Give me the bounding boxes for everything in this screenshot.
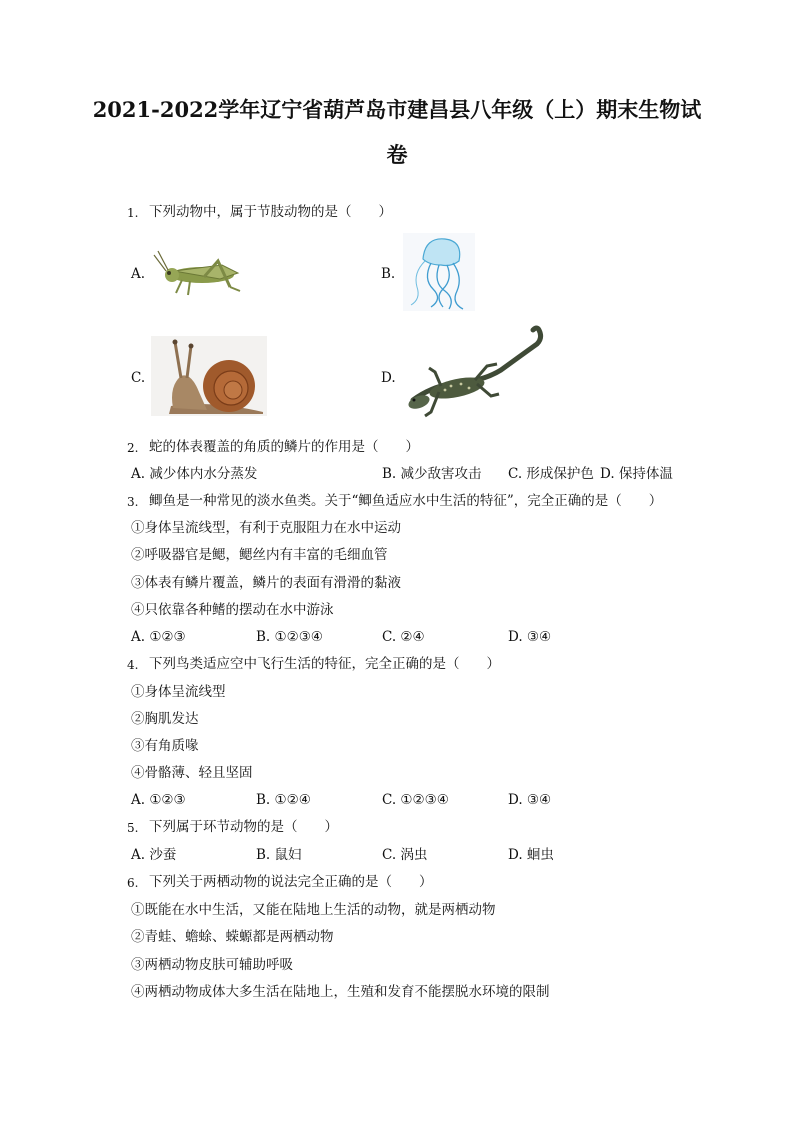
q6-item-4: ④两栖动物成体大多生活在陆地上，生殖和发育不能摆脱水环境的限制 <box>131 984 550 1000</box>
q5-option-a: A. 沙蚕 <box>131 847 177 863</box>
question-3-text: 鲫鱼是一种常见的淡水鱼类。关于“鲫鱼适应水中生活的特征”，完全正确的是（ ） <box>149 493 663 509</box>
question-6-number: 6. <box>127 876 139 890</box>
q3-item-1: ①身体呈流线型，有利于克服阻力在水中运动 <box>131 520 401 536</box>
option-b-label: B. <box>381 266 396 282</box>
question-4-text: 下列鸟类适应空中飞行生活的特征，完全正确的是（ ） <box>149 656 500 672</box>
question-3-number: 3. <box>127 495 139 509</box>
q2-option-c: C. 形成保护色 <box>508 466 594 482</box>
q2-option-a: A. 减少体内水分蒸发 <box>131 466 258 482</box>
question-5-text: 下列属于环节动物的是（ ） <box>149 819 338 835</box>
question-2-text: 蛇的体表覆盖的角质的鳞片的作用是（ ） <box>149 439 419 455</box>
q4-option-d: D. ③④ <box>508 792 552 808</box>
question-6-text: 下列关于两栖动物的说法完全正确的是（ ） <box>149 874 433 890</box>
q6-item-3: ③两栖动物皮肤可辅助呼吸 <box>131 957 293 973</box>
q4-option-c: C. ①②③④ <box>382 792 449 808</box>
q3-item-2: ②呼吸器官是鳃，鳃丝内有丰富的毛细血管 <box>131 547 388 563</box>
q3-option-c: C. ②④ <box>382 629 425 645</box>
question-4-number: 4. <box>127 658 139 672</box>
question-5-number: 5. <box>127 821 139 835</box>
snail-image <box>151 336 267 416</box>
q3-option-b: B. ①②③④ <box>256 629 323 645</box>
q4-option-b: B. ①②④ <box>256 792 311 808</box>
q4-item-1: ①身体呈流线型 <box>131 684 226 700</box>
q4-option-a: A. ①②③ <box>131 792 186 808</box>
option-a-label: A. <box>131 266 146 282</box>
q5-option-d: D. 蛔虫 <box>508 847 554 863</box>
question-2-number: 2. <box>127 441 139 455</box>
q5-option-c: C. 涡虫 <box>382 847 428 863</box>
q5-option-b: B. 鼠妇 <box>256 847 302 863</box>
q4-item-2: ②胸肌发达 <box>131 711 199 727</box>
grasshopper-image <box>152 247 244 303</box>
q2-option-b: B. 减少敌害攻击 <box>382 466 482 482</box>
lizard-image <box>405 324 545 424</box>
question-1-text: 下列动物中，属于节肢动物的是（ ） <box>149 204 392 220</box>
exam-title-continued: 卷 <box>386 142 408 167</box>
q4-item-4: ④骨骼薄、轻且坚固 <box>131 765 253 781</box>
q6-item-2: ②青蛙、蟾蜍、蝾螈都是两栖动物 <box>131 929 334 945</box>
q4-item-3: ③有角质喙 <box>131 738 199 754</box>
option-c-label: C. <box>131 370 146 386</box>
q3-item-3: ③体表有鳞片覆盖，鳞片的表面有滑滑的黏液 <box>131 575 401 591</box>
q2-option-d: D. 保持体温 <box>600 466 673 482</box>
q6-item-1: ①既能在水中生活，又能在陆地上生活的动物，就是两栖动物 <box>131 902 496 918</box>
exam-title: 2021-2022学年辽宁省葫芦岛市建昌县八年级（上）期末生物试 <box>92 97 702 122</box>
q3-item-4: ④只依靠各种鳍的摆动在水中游泳 <box>131 602 334 618</box>
q3-option-a: A. ①②③ <box>131 629 186 645</box>
jellyfish-image <box>403 233 475 311</box>
question-1-number: 1. <box>127 206 139 220</box>
q3-option-d: D. ③④ <box>508 629 552 645</box>
option-d-label: D. <box>381 370 396 386</box>
